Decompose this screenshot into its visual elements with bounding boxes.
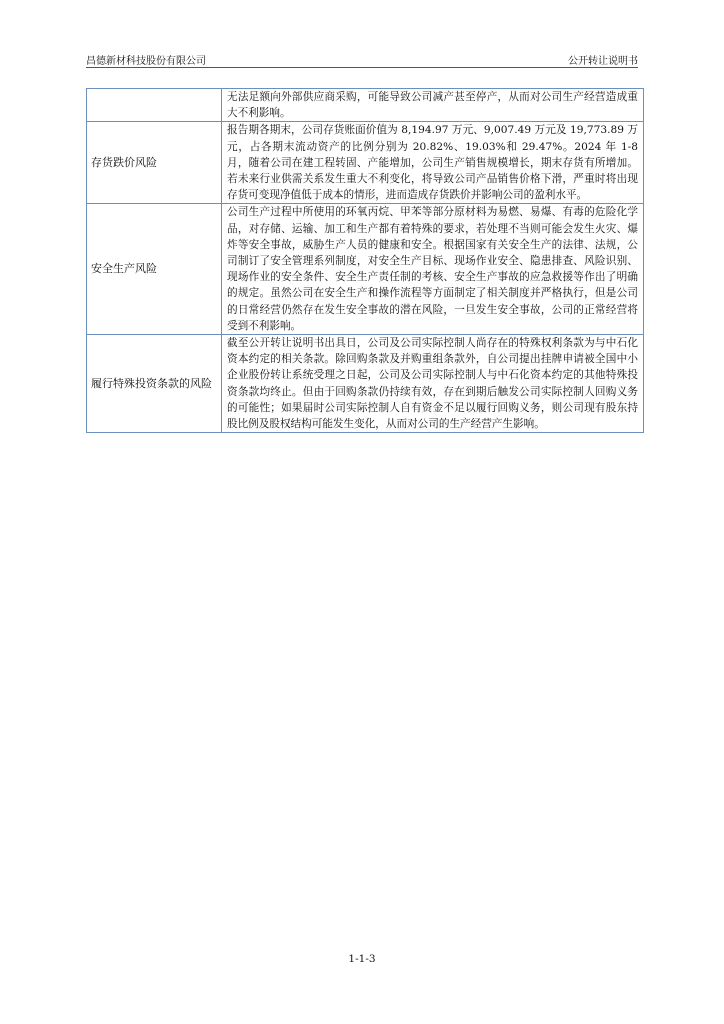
- risk-description: 报告期各期末，公司存货账面价值为 8,194.97 万元、9,007.49 万元及 19,773.89 万元，占各期末流动资产的比例分别为 20.82%、19.03%和 29.47%。2024 年 1-8 月，随着公司在建工程转固、产能增加，公司生产销售规模增长，期末存货有所增加。若未来行业供需关系发生重大不利变化，将导致公司产品销售价格下滑，严重时将出现存货可变现净值低于成本的情形，进而造成存货跌价并影响公司的盈利水平。: [222, 122, 644, 204]
- page-header: [86, 52, 638, 66]
- risk-description: 公司生产过程中所使用的环氧丙烷、甲苯等部分原材料为易燃、易爆、有毒的危险化学品，对存储、运输、加工和生产都有着特殊的要求，若处理不当则可能会发生火灾、爆炸等安全事故，威胁生产人员的健康和安全。根据国家有关安全生产的法律、法规，公司制订了安全管理系列制度，对安全生产目标、现场作业安全、隐患排查、风险识别、现场作业的安全条件、安全生产责任制的考核、安全生产事故的应急救援等作出了明确的规定。虽然公司在安全生产和操作流程等方面制定了相关制度并严格执行，但是公司的日常经营仍然存在发生安全事故的潜在风险，一旦发生安全事故，公司的正常经营将受到不利影响。: [222, 204, 644, 335]
- risk-description: 截至公开转让说明书出具日，公司及公司实际控制人尚存在的特殊权利条款为与中石化资本约定的相关条款。除回购条款及并购重组条款外，自公司提出挂牌申请被全国中小企业股份转让系统受理之日起，公司及公司实际控制人与中石化资本约定的其他特殊投资条款均终止。但由于回购条款仍持续有效，存在到期后触发公司实际控制人回购义务的可能性；如果届时公司实际控制人自有资金不足以履行回购义务，则公司现有股东持股比例及股权结构可能发生变化，从而对公司的生产经营产生影响。: [222, 335, 644, 433]
- risk-name: 安全生产风险: [91, 262, 157, 276]
- company-name: 昌德新材科技股份有限公司: [86, 56, 206, 67]
- risk-description: 无法足额向外部供应商采购，可能导致公司减产甚至停产，从而对公司生产经营造成重大不利影响。: [222, 89, 644, 122]
- risk-name-cell: [87, 122, 222, 204]
- risk-name-cell: [87, 335, 222, 433]
- risk-row: [87, 89, 644, 122]
- risk-name-cell: [87, 89, 222, 122]
- header-rule: [86, 67, 638, 68]
- risk-name: 履行特殊投资条款的风险: [91, 376, 212, 390]
- risk-row: [87, 122, 644, 204]
- risk-name-cell: [87, 204, 222, 335]
- page-number: 1-1-3: [348, 953, 376, 965]
- risk-table: [86, 88, 644, 433]
- risk-row: [87, 335, 644, 433]
- risk-row: [87, 204, 644, 335]
- risk-name: 存货跌价风险: [91, 155, 157, 169]
- document-title: 公开转让说明书: [568, 56, 638, 67]
